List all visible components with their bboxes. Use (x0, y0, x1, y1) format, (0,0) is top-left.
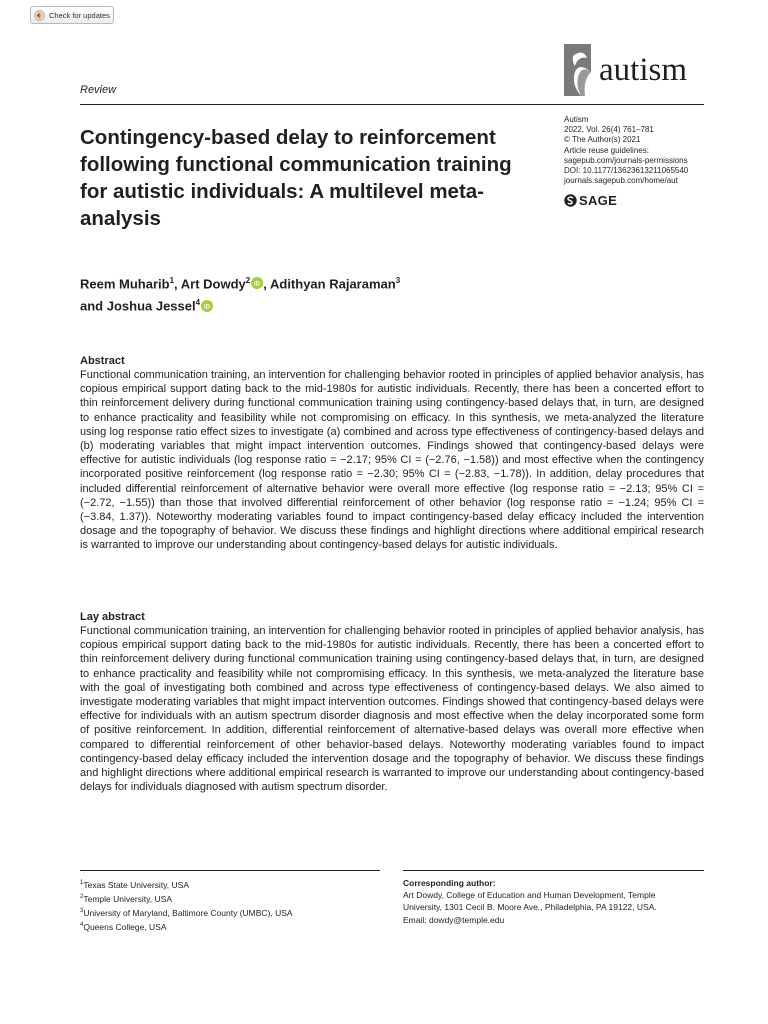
footnote-rule (403, 870, 704, 871)
author-affiliation-mark: 2 (245, 276, 251, 285)
reuse-label: Article reuse guidelines: (564, 145, 649, 155)
affiliation-number: 1 (80, 880, 84, 886)
journal-homepage-link[interactable]: journals.sagepub.com/home/aut (564, 176, 678, 186)
copyright: © The Author(s) 2021 (564, 135, 641, 145)
abstract-section (80, 355, 704, 553)
author-name: and Joshua Jessel (80, 298, 196, 314)
corresponding-author (403, 877, 704, 926)
affiliations (80, 877, 380, 933)
footnote-rule (80, 870, 380, 871)
author-affiliation-mark: 4 (195, 298, 201, 308)
check-for-updates-button[interactable] (30, 6, 114, 24)
crossmark-icon (34, 10, 45, 21)
author-list (80, 271, 580, 316)
corresponding-author-address: University, 1301 Cecil B. Moore Ave., Philadelphia, PA 19122, USA. (403, 902, 657, 913)
affiliation-text: University of Maryland, Baltimore County (UMBC), USA (83, 907, 293, 918)
author-name: Art Dowdy (180, 276, 246, 292)
svg-text:iD: iD (254, 281, 261, 288)
journal-wordmark: autism (599, 52, 687, 88)
affiliation-text: Texas State University, USA (83, 879, 190, 890)
lay-abstract-text: Functional communication training, an intervention for challenging behavior rooted in principles of applied behavior analysis, has copious empirical support dating back to the mid-1980s for autistic individuals. Recently, there has been a concerted effort to thin reinforcement delivery during functional communication training using contingency-based delays that, in turn, are designed to enhance practicality and feasibility while not compromising efficacy. In this synthesis, we meta-analyzed the literature base with the goal of investigating both combined and across type effectiveness of contingency-based delays. We also aimed to investigate moderating variables that might impact intervention outcomes. Findings showed that contingency-based delays were effective for individuals with an autism spectrum disorder diagnosis and most effective when the delay incorporated some form of positive reinforcement. In addition, differential reinforcement of alternative-based delays was overall more effective when compared to differential reinforcement of other behavior-based delays. Noteworthy moderating variables found to impact contingency-based delay efficacy included the intervention dosage and the topography of behavior. We discuss these findings and highlight directions where additional empirical research is warranted to improve our understanding about contingency-based delays for individuals diagnosed with autism spectrum disorder. (80, 625, 704, 794)
article-title: Contingency-based delay to reinforcement following functional communication training for autistic individuals: A multilevel meta-analysis (80, 126, 512, 230)
journal-meta (564, 115, 714, 186)
author-name: Reem Muharib (80, 276, 170, 292)
header-rule (80, 104, 704, 105)
orcid-icon[interactable] (201, 300, 213, 312)
autism-journal-logo (561, 42, 706, 98)
lay-abstract-heading: Lay abstract (80, 611, 145, 623)
reuse-link[interactable]: sagepub.com/journals-permissions (564, 155, 688, 165)
affiliation-number: 2 (80, 894, 84, 901)
affiliation-number: 3 (80, 908, 84, 915)
publisher-logo (564, 193, 617, 208)
lay-abstract-section (80, 611, 704, 794)
abstract-heading: Abstract (80, 355, 125, 367)
doi[interactable]: DOI: 10.1177/13623613211065540 (564, 166, 689, 176)
orcid-icon[interactable] (251, 277, 263, 289)
affiliation-text: Queens College, USA (83, 921, 167, 932)
svg-text:iD: iD (204, 304, 211, 311)
affiliation-item (80, 905, 380, 919)
corresponding-author-line: Art Dowdy, College of Education and Human Development, Temple (403, 890, 656, 901)
abstract-text: Functional communication training, an intervention for challenging behavior rooted in principles of applied behavior analysis, has copious empirical support dating back to the mid-1980s for autistic individuals. Recently, there has been a concerted effort to thin reinforcement delivery during functional communication training using contingency-based delays that, in turn, are designed to enhance practicality and feasibility while not compromising on efficacy. In this synthesis, we meta-analyzed the literature using log response ratio effect sizes to investigate (a) combined and across type effectiveness of contingency-based delays and (b) moderating variables that might impact intervention outcomes. Findings showed that contingency-based delays were effective for autistic individuals (log response ratio = −2.17; 95% CI = (−2.76, −1.58)) and most effective when the contingency incorporated positive reinforcement (log response ratio = −2.30; 95% CI = (−2.83, −1.78)). In addition, delay procedures that included differential reinforcement of alternative behavior were overall more effective (log response ratio = −2.13; 95% CI = (−2.72, −1.55)) than those that involved differential reinforcement of other behavior (log response ratio = −1.24; 95% CI = (−3.84, 1.37)). Noteworthy moderating variables found to impact contingency-based delay efficacy included the intervention dosage and the topography of behavior. We discuss these findings and highlight directions where additional empirical research is warranted to improve our understanding about contingency-based delays for autistic individuals. (80, 369, 704, 552)
author-name: Adithyan Rajaraman (269, 276, 396, 292)
affiliation-text: Temple University, USA (83, 893, 172, 904)
sage-icon (564, 194, 577, 207)
corresponding-author-email[interactable]: Email: dowdy@temple.edu (403, 914, 505, 925)
author-affiliation-mark: 1 (169, 276, 175, 285)
author-affiliation-mark: 3 (395, 276, 401, 285)
author-separator: , (263, 276, 270, 292)
affiliation-item (80, 877, 380, 891)
author-separator: , (174, 276, 181, 292)
affiliation-item (80, 919, 380, 933)
section-label: Review (80, 84, 117, 96)
journal-name: Autism (564, 115, 589, 124)
autism-journal-icon (564, 44, 591, 96)
journal-volume: 2022, Vol. 26(4) 761–781 (564, 125, 654, 135)
affiliation-item (80, 891, 380, 905)
affiliation-number: 4 (80, 922, 84, 929)
check-for-updates-label: Check for updates (49, 10, 110, 20)
corresponding-author-label: Corresponding author: (403, 878, 496, 888)
publisher-name: SAGE (579, 193, 618, 208)
